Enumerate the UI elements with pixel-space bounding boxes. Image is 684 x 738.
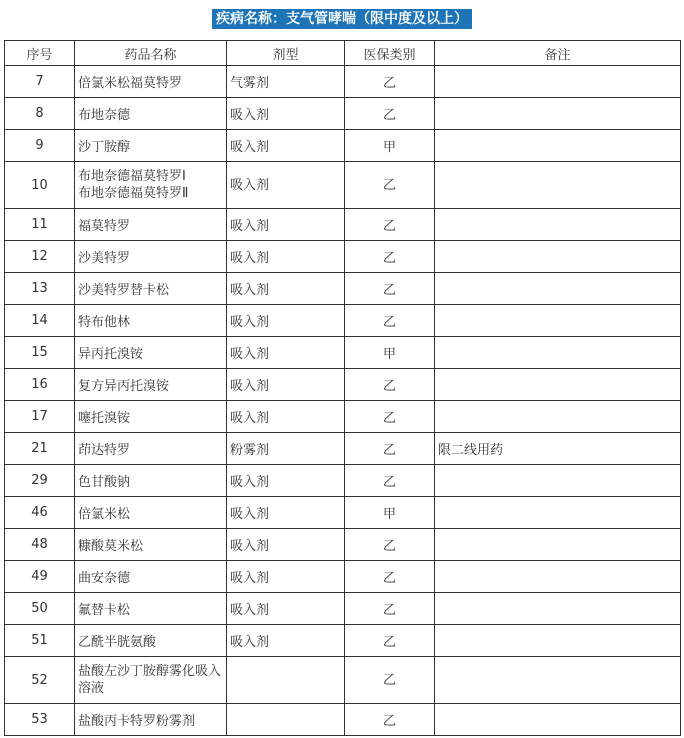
cell-note xyxy=(435,657,681,704)
table-row xyxy=(5,433,681,465)
cell-drug-name: 布地奈德福莫特罗Ⅰ 布地奈德福莫特罗Ⅱ xyxy=(75,162,227,209)
cell-insurance-category: 乙 xyxy=(345,625,435,657)
cell-drug-name: 沙美特罗替卡松 xyxy=(75,273,227,305)
cell-note xyxy=(435,209,681,241)
table-row xyxy=(5,704,681,736)
cell-dosage-form: 吸入剂 xyxy=(227,130,345,162)
table-row xyxy=(5,162,681,209)
cell-insurance-category: 乙 xyxy=(345,209,435,241)
cell-drug-name: 糠酸莫米松 xyxy=(75,529,227,561)
cell-num: 52 xyxy=(5,657,75,704)
cell-dosage-form: 吸入剂 xyxy=(227,401,345,433)
cell-dosage-form: 吸入剂 xyxy=(227,337,345,369)
title-wrap xyxy=(0,8,684,29)
cell-note xyxy=(435,241,681,273)
table-row xyxy=(5,657,681,704)
cell-note xyxy=(435,497,681,529)
header-form: 剂型 xyxy=(227,41,345,66)
table-row xyxy=(5,209,681,241)
cell-drug-name: 倍氯米松 xyxy=(75,497,227,529)
table-row xyxy=(5,465,681,497)
cell-insurance-category: 乙 xyxy=(345,561,435,593)
header-num: 序号 xyxy=(5,41,75,66)
cell-drug-name: 盐酸丙卡特罗粉雾剂 xyxy=(75,704,227,736)
cell-num: 16 xyxy=(5,369,75,401)
cell-dosage-form: 吸入剂 xyxy=(227,561,345,593)
cell-drug-name: 沙美特罗 xyxy=(75,241,227,273)
cell-note xyxy=(435,369,681,401)
cell-insurance-category: 乙 xyxy=(345,433,435,465)
cell-drug-name: 色甘酸钠 xyxy=(75,465,227,497)
table-row xyxy=(5,561,681,593)
table-row xyxy=(5,529,681,561)
table-row xyxy=(5,98,681,130)
cell-note xyxy=(435,337,681,369)
cell-num: 17 xyxy=(5,401,75,433)
header-note: 备注 xyxy=(435,41,681,66)
cell-num: 48 xyxy=(5,529,75,561)
cell-note: 限二线用药 xyxy=(435,433,681,465)
cell-dosage-form: 吸入剂 xyxy=(227,369,345,401)
cell-note xyxy=(435,66,681,98)
cell-insurance-category: 乙 xyxy=(345,241,435,273)
cell-num: 9 xyxy=(5,130,75,162)
cell-insurance-category: 乙 xyxy=(345,305,435,337)
cell-note xyxy=(435,273,681,305)
cell-insurance-category: 乙 xyxy=(345,465,435,497)
cell-dosage-form: 吸入剂 xyxy=(227,209,345,241)
cell-dosage-form: 吸入剂 xyxy=(227,625,345,657)
cell-dosage-form xyxy=(227,704,345,736)
table-row xyxy=(5,625,681,657)
cell-num: 7 xyxy=(5,66,75,98)
cell-dosage-form: 吸入剂 xyxy=(227,273,345,305)
cell-insurance-category: 甲 xyxy=(345,337,435,369)
cell-drug-name: 异丙托溴铵 xyxy=(75,337,227,369)
cell-drug-name: 倍氯米松福莫特罗 xyxy=(75,66,227,98)
cell-drug-name: 氟替卡松 xyxy=(75,593,227,625)
table-row xyxy=(5,369,681,401)
table-row xyxy=(5,130,681,162)
cell-drug-name: 曲安奈德 xyxy=(75,561,227,593)
cell-note xyxy=(435,529,681,561)
cell-num: 50 xyxy=(5,593,75,625)
cell-note xyxy=(435,98,681,130)
cell-dosage-form: 吸入剂 xyxy=(227,497,345,529)
cell-note xyxy=(435,130,681,162)
cell-note xyxy=(435,704,681,736)
cell-num: 13 xyxy=(5,273,75,305)
cell-drug-name: 盐酸左沙丁胺醇雾化吸入溶液 xyxy=(75,657,227,704)
cell-drug-name: 复方异丙托溴铵 xyxy=(75,369,227,401)
cell-num: 11 xyxy=(5,209,75,241)
cell-num: 51 xyxy=(5,625,75,657)
cell-dosage-form: 吸入剂 xyxy=(227,465,345,497)
cell-insurance-category: 乙 xyxy=(345,66,435,98)
cell-drug-name: 噻托溴铵 xyxy=(75,401,227,433)
table-row xyxy=(5,241,681,273)
cell-drug-name: 沙丁胺醇 xyxy=(75,130,227,162)
cell-note xyxy=(435,593,681,625)
cell-insurance-category: 甲 xyxy=(345,497,435,529)
table-row xyxy=(5,273,681,305)
cell-note xyxy=(435,305,681,337)
cell-num: 53 xyxy=(5,704,75,736)
cell-note xyxy=(435,561,681,593)
cell-drug-name: 茚达特罗 xyxy=(75,433,227,465)
cell-dosage-form: 粉雾剂 xyxy=(227,433,345,465)
table-row xyxy=(5,337,681,369)
table-row xyxy=(5,305,681,337)
cell-insurance-category: 乙 xyxy=(345,593,435,625)
header-name: 药品名称 xyxy=(75,41,227,66)
cell-dosage-form: 吸入剂 xyxy=(227,305,345,337)
header-row xyxy=(5,41,681,66)
cell-drug-name: 布地奈德 xyxy=(75,98,227,130)
table-body xyxy=(5,66,681,736)
cell-num: 21 xyxy=(5,433,75,465)
cell-num: 10 xyxy=(5,162,75,209)
cell-insurance-category: 乙 xyxy=(345,401,435,433)
cell-num: 12 xyxy=(5,241,75,273)
table-row xyxy=(5,593,681,625)
table-row xyxy=(5,66,681,98)
cell-note xyxy=(435,465,681,497)
cell-dosage-form: 气雾剂 xyxy=(227,66,345,98)
cell-insurance-category: 乙 xyxy=(345,657,435,704)
cell-dosage-form: 吸入剂 xyxy=(227,98,345,130)
cell-dosage-form xyxy=(227,657,345,704)
cell-num: 49 xyxy=(5,561,75,593)
cell-drug-name: 特布他林 xyxy=(75,305,227,337)
cell-insurance-category: 甲 xyxy=(345,130,435,162)
cell-insurance-category: 乙 xyxy=(345,98,435,130)
cell-num: 8 xyxy=(5,98,75,130)
cell-note xyxy=(435,401,681,433)
cell-insurance-category: 乙 xyxy=(345,529,435,561)
cell-insurance-category: 乙 xyxy=(345,162,435,209)
table-row xyxy=(5,497,681,529)
drug-table xyxy=(4,40,681,736)
cell-insurance-category: 乙 xyxy=(345,273,435,305)
cell-dosage-form: 吸入剂 xyxy=(227,593,345,625)
header-category: 医保类别 xyxy=(345,41,435,66)
cell-num: 14 xyxy=(5,305,75,337)
cell-dosage-form: 吸入剂 xyxy=(227,162,345,209)
cell-note xyxy=(435,625,681,657)
cell-drug-name: 福莫特罗 xyxy=(75,209,227,241)
cell-num: 15 xyxy=(5,337,75,369)
cell-note xyxy=(435,162,681,209)
cell-dosage-form: 吸入剂 xyxy=(227,529,345,561)
cell-insurance-category: 乙 xyxy=(345,704,435,736)
page-title: 疾病名称：支气管哮喘（限中度及以上） xyxy=(212,9,472,29)
cell-dosage-form: 吸入剂 xyxy=(227,241,345,273)
cell-num: 46 xyxy=(5,497,75,529)
cell-insurance-category: 乙 xyxy=(345,369,435,401)
cell-drug-name: 乙酰半胱氨酸 xyxy=(75,625,227,657)
cell-num: 29 xyxy=(5,465,75,497)
table-row xyxy=(5,401,681,433)
